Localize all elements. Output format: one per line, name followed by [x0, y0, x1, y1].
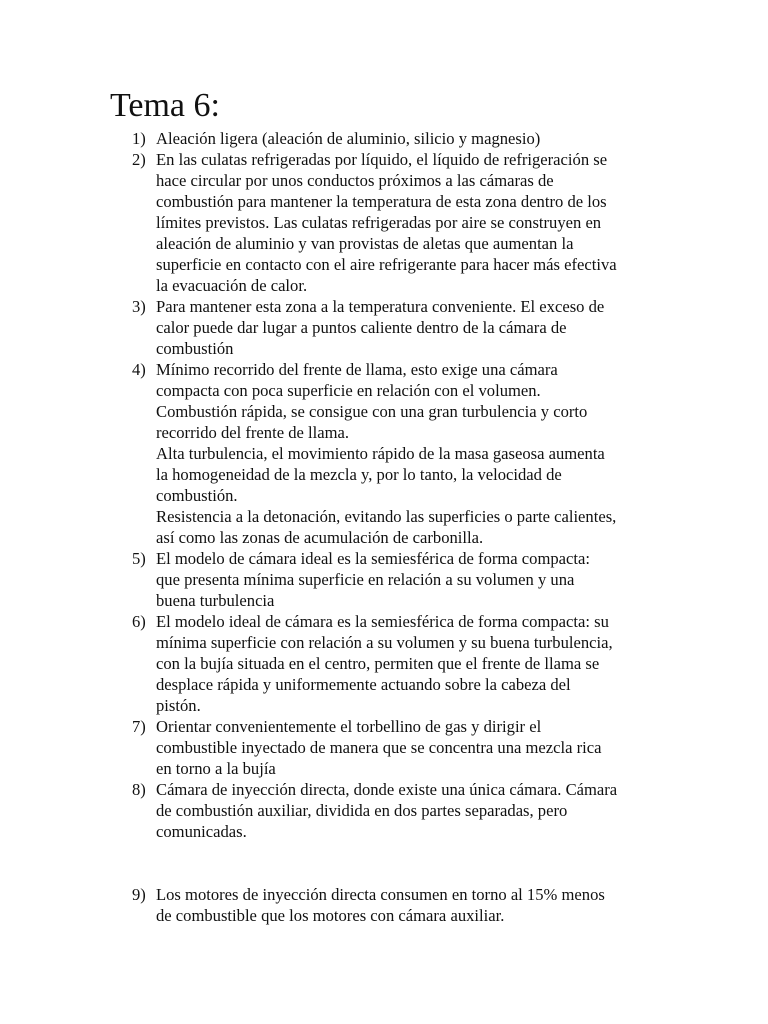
item-text-line: Los motores de inyección directa consumen en torno al 15% menos	[156, 885, 605, 904]
item-text-line: que presenta mínima superficie en relación a su volumen y una	[156, 570, 575, 589]
item-text-line: combustión.	[156, 486, 238, 505]
item-text-line: pistón.	[156, 696, 201, 715]
item-number: 3)	[132, 297, 146, 316]
list-item-2	[0, 149, 666, 296]
item-text-line: superficie en contacto con el aire refrigerante para hacer más efectiva	[156, 255, 617, 274]
answer-list	[0, 128, 768, 926]
item-text-line: límites previstos. Las culatas refrigeradas por aire se construyen en	[156, 213, 602, 232]
list-item-8	[0, 779, 666, 842]
item-text-line: aleación de aluminio y van provistas de aletas que aumentan la	[156, 234, 574, 253]
list-item-1	[0, 128, 666, 149]
item-text-line: hace circular por unos conductos próximos a las cámaras de	[156, 171, 554, 190]
item-number: 8)	[132, 780, 146, 799]
item-text-line: Mínimo recorrido del frente de llama, esto exige una cámara	[156, 360, 558, 379]
item-text-line: de combustión auxiliar, dividida en dos partes separadas, pero	[156, 801, 568, 820]
item-text-line: Cámara de inyección directa, donde existe una única cámara. Cámara	[156, 780, 618, 799]
item-number: 5)	[132, 549, 146, 568]
list-item-3	[0, 296, 666, 359]
list-item-9	[0, 884, 666, 926]
item-text-line: buena turbulencia	[156, 591, 275, 610]
item-number: 7)	[132, 717, 146, 736]
item-text-line: así como las zonas de acumulación de carbonilla.	[156, 528, 484, 547]
item-number: 6)	[132, 612, 146, 631]
item-text-line: la homogeneidad de la mezcla y, por lo tanto, la velocidad de	[156, 465, 562, 484]
item-text-line: recorrido del frente de llama.	[156, 423, 350, 442]
item-text-line: Aleación ligera (aleación de aluminio, silicio y magnesio)	[156, 129, 541, 148]
item-text-line: Combustión rápida, se consigue con una gran turbulencia y corto	[156, 402, 588, 421]
item-text-line: mínima superficie con relación a su volumen y su buena turbulencia,	[156, 633, 613, 652]
item-text-line: Para mantener esta zona a la temperatura conveniente. El exceso de	[156, 297, 605, 316]
item-text-line: de combustible que los motores con cámara auxiliar.	[156, 906, 505, 925]
item-text-line: En las culatas refrigeradas por líquido, el líquido de refrigeración se	[156, 150, 608, 169]
list-item-7	[0, 716, 666, 779]
item-number: 4)	[132, 360, 146, 379]
item-text-line: combustible inyectado de manera que se concentra una mezcla rica	[156, 738, 602, 757]
list-item-6	[0, 611, 666, 716]
item-text-line: combustión para mantener la temperatura de esta zona dentro de los	[156, 192, 607, 211]
item-text-line: Resistencia a la detonación, evitando las superficies o parte calientes,	[156, 507, 617, 526]
item-text-line: comunicadas.	[156, 822, 247, 841]
item-text-line: compacta con poca superficie en relación con el volumen.	[156, 381, 541, 400]
item-number: 2)	[132, 150, 146, 169]
blank-spacer	[0, 842, 768, 884]
item-text-line: El modelo de cámara ideal es la semiesférica de forma compacta:	[156, 549, 590, 568]
item-text-line: desplace rápida y uniformemente actuando sobre la cabeza del	[156, 675, 571, 694]
item-text-line: la evacuación de calor.	[156, 276, 308, 295]
item-text-line: Orientar convenientemente el torbellino de gas y dirigir el	[156, 717, 542, 736]
list-item-5	[0, 548, 666, 611]
item-text-line: en torno a la bujía	[156, 759, 276, 778]
item-text-line: El modelo ideal de cámara es la semiesférica de forma compacta: su	[156, 612, 609, 631]
list-item-4	[0, 359, 666, 548]
page-title: Tema 6:	[110, 87, 220, 124]
item-number: 9)	[132, 885, 146, 904]
item-text-line: con la bujía situada en el centro, permiten que el frente de llama se	[156, 654, 600, 673]
item-text-line: Alta turbulencia, el movimiento rápido de la masa gaseosa aumenta	[156, 444, 605, 463]
item-number: 1)	[132, 129, 146, 148]
item-text-line: combustión	[156, 339, 234, 358]
item-text-line: calor puede dar lugar a puntos caliente dentro de la cámara de	[156, 318, 567, 337]
